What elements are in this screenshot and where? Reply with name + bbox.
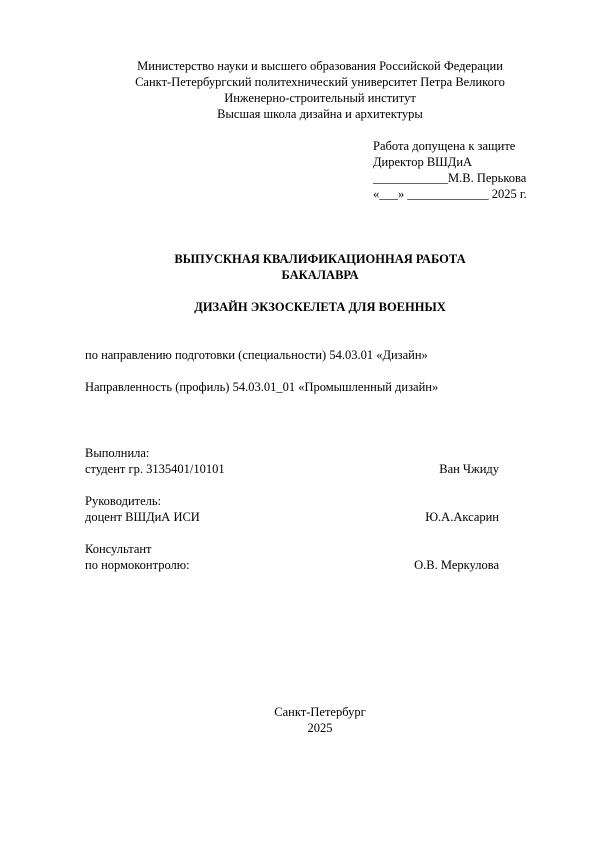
author-row bbox=[85, 461, 499, 477]
consultant-role: по нормоконтролю: bbox=[85, 558, 190, 572]
approval-status: Работа допущена к защите bbox=[373, 139, 516, 153]
year: 2025 bbox=[307, 721, 333, 735]
city: Санкт-Петербург bbox=[274, 705, 366, 719]
approval-director: Директор ВШДиА bbox=[373, 155, 473, 169]
document-footer bbox=[0, 704, 595, 736]
supervisor-row bbox=[85, 509, 499, 525]
institute-line: Инженерно-строительный институт bbox=[224, 91, 416, 105]
institution-header bbox=[0, 58, 595, 122]
author-label: Выполнила: bbox=[85, 446, 150, 460]
profile-line: Направленность (профиль) 54.03.01_01 «Промышленный дизайн» bbox=[85, 380, 439, 394]
work-subject: ДИЗАЙН ЭКЗОСКЕЛЕТА ДЛЯ ВОЕННЫХ bbox=[194, 300, 446, 314]
author-role: студент гр. 3135401/10101 bbox=[85, 462, 225, 476]
ministry-line: Министерство науки и высшего образования Российской Федерации bbox=[137, 59, 503, 73]
work-type-line2: БАКАЛАВРА bbox=[281, 268, 359, 282]
supervisor-role: доцент ВШДиА ИСИ bbox=[85, 510, 200, 524]
consultant-label: Консультант bbox=[85, 542, 152, 556]
approval-block bbox=[373, 138, 573, 202]
specialty-line: по направлению подготовки (специальности) 54.03.01 «Дизайн» bbox=[85, 348, 428, 362]
approval-signature: ____________М.В. Перькова bbox=[373, 171, 527, 185]
author-name: Ван Чжиду bbox=[439, 462, 499, 476]
work-type-line1: ВЫПУСКНАЯ КВАЛИФИКАЦИОННАЯ РАБОТА bbox=[174, 252, 466, 266]
consultant-row bbox=[85, 557, 499, 573]
consultant-name: О.В. Меркулова bbox=[414, 558, 499, 572]
university-line: Санкт-Петербургский политехнический университет Петра Великого bbox=[135, 75, 505, 89]
school-line: Высшая школа дизайна и архитектуры bbox=[217, 107, 423, 121]
supervisor-name: Ю.А.Аксарин bbox=[425, 510, 499, 524]
work-title bbox=[0, 251, 595, 283]
supervisor-label: Руководитель: bbox=[85, 494, 162, 508]
approval-date: «___» _____________ 2025 г. bbox=[373, 187, 527, 201]
